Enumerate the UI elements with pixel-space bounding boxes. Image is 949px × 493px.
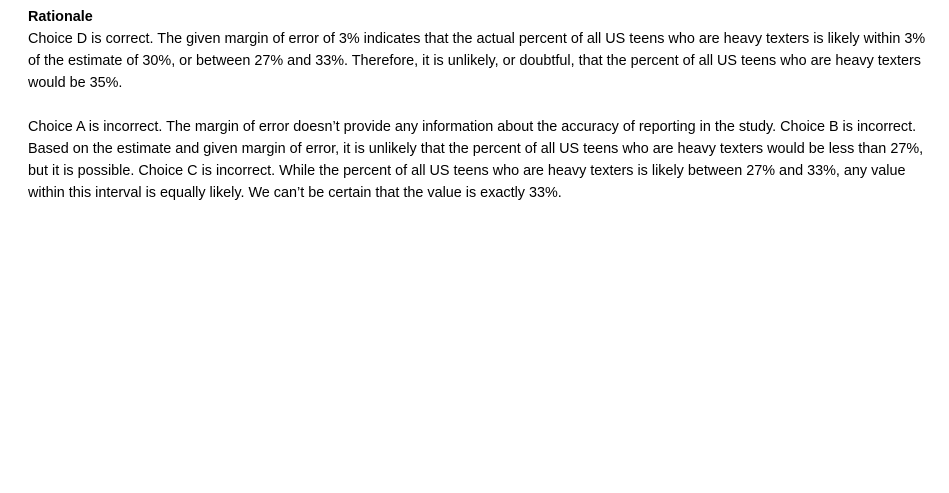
rationale-paragraph-incorrect: Choice A is incorrect. The margin of error doesn’t provide any information about the accuracy of reporting in the study. Choice B is incorrect. Based on the estimate and given margin of error, it is unlikely that the percent of all US teens who are heavy texters would be less than 27%, but it is possible. Choice C is incorrect. While the percent of all US teens who are heavy texters is likely between 27% and 33%, any value within this interval is equally likely. We can’t be certain that the value is exactly 33%.: [28, 119, 924, 201]
rationale-section: [28, 6, 926, 226]
rationale-heading: Rationale: [28, 9, 93, 25]
rationale-paragraph-correct: Choice D is correct. The given margin of error of 3% indicates that the actual percent of all US teens who are heavy texters is likely within 3% of the estimate of 30%, or between 27% and 33%. Therefore, it is unlikely, or doubtful, that the percent of all US teens who are heavy texters would be 35%.: [28, 31, 926, 91]
